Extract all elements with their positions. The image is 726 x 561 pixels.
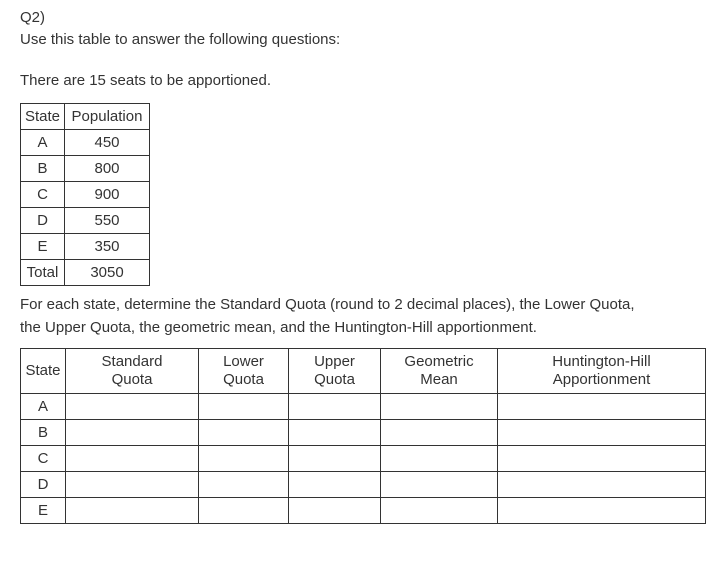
header-standard-quota: Standard Quota [66, 349, 199, 394]
header-state: State [21, 349, 66, 394]
intro-text: Use this table to answer the following questions: [20, 31, 341, 48]
table-row [21, 420, 706, 446]
huntington-hill-cell[interactable] [498, 446, 706, 472]
population-table-header-row [21, 104, 150, 130]
standard-quota-cell[interactable] [66, 394, 199, 420]
state-cell: A [21, 130, 65, 156]
table-row [21, 498, 706, 524]
table-row [21, 394, 706, 420]
upper-quota-cell[interactable] [289, 394, 381, 420]
huntington-hill-cell[interactable] [498, 394, 706, 420]
upper-quota-cell[interactable] [289, 446, 381, 472]
header-huntington-hill-apportionment: Huntington-Hill Apportionment [498, 349, 706, 394]
state-cell: C [21, 446, 66, 472]
lower-quota-cell[interactable] [199, 420, 289, 446]
total-population-cell: 3050 [65, 260, 150, 286]
state-cell: A [21, 394, 66, 420]
upper-quota-cell[interactable] [289, 420, 381, 446]
standard-quota-cell[interactable] [66, 420, 199, 446]
lower-quota-cell[interactable] [199, 394, 289, 420]
instructions-line-2: the Upper Quota, the geometric mean, and the Huntington-Hill apportionment. [20, 319, 537, 336]
geometric-mean-cell[interactable] [381, 420, 498, 446]
table-row [21, 234, 150, 260]
lower-quota-cell[interactable] [199, 498, 289, 524]
population-cell: 350 [65, 234, 150, 260]
huntington-hill-cell[interactable] [498, 498, 706, 524]
apportionment-table-header-row [21, 349, 706, 394]
upper-quota-cell[interactable] [289, 498, 381, 524]
seats-text: There are 15 seats to be apportioned. [20, 72, 272, 89]
population-cell: 550 [65, 208, 150, 234]
population-table [20, 103, 150, 286]
table-row [21, 472, 706, 498]
standard-quota-cell[interactable] [66, 498, 199, 524]
table-row [21, 182, 150, 208]
population-cell: 450 [65, 130, 150, 156]
table-row [21, 446, 706, 472]
state-cell: D [21, 208, 65, 234]
state-cell: B [21, 420, 66, 446]
table-row [21, 156, 150, 182]
population-cell: 800 [65, 156, 150, 182]
header-state: State [21, 104, 65, 130]
lower-quota-cell[interactable] [199, 446, 289, 472]
geometric-mean-cell[interactable] [381, 394, 498, 420]
upper-quota-cell[interactable] [289, 472, 381, 498]
lower-quota-cell[interactable] [199, 472, 289, 498]
header-population: Population [65, 104, 150, 130]
geometric-mean-cell[interactable] [381, 472, 498, 498]
table-row [21, 208, 150, 234]
huntington-hill-cell[interactable] [498, 420, 706, 446]
state-cell: E [21, 234, 65, 260]
state-cell: B [21, 156, 65, 182]
header-geometric-mean: Geometric Mean [381, 349, 498, 394]
standard-quota-cell[interactable] [66, 446, 199, 472]
header-upper-quota: Upper Quota [289, 349, 381, 394]
huntington-hill-cell[interactable] [498, 472, 706, 498]
total-row [21, 260, 150, 286]
header-lower-quota: Lower Quota [199, 349, 289, 394]
state-cell: C [21, 182, 65, 208]
table-row [21, 130, 150, 156]
apportionment-table [20, 348, 706, 524]
standard-quota-cell[interactable] [66, 472, 199, 498]
question-label: Q2) [20, 9, 46, 26]
geometric-mean-cell[interactable] [381, 498, 498, 524]
population-cell: 900 [65, 182, 150, 208]
state-cell: E [21, 498, 66, 524]
state-cell: D [21, 472, 66, 498]
total-label-cell: Total [21, 260, 65, 286]
geometric-mean-cell[interactable] [381, 446, 498, 472]
instructions-line-1: For each state, determine the Standard Quota (round to 2 decimal places), the Lower Quota, [20, 296, 635, 313]
